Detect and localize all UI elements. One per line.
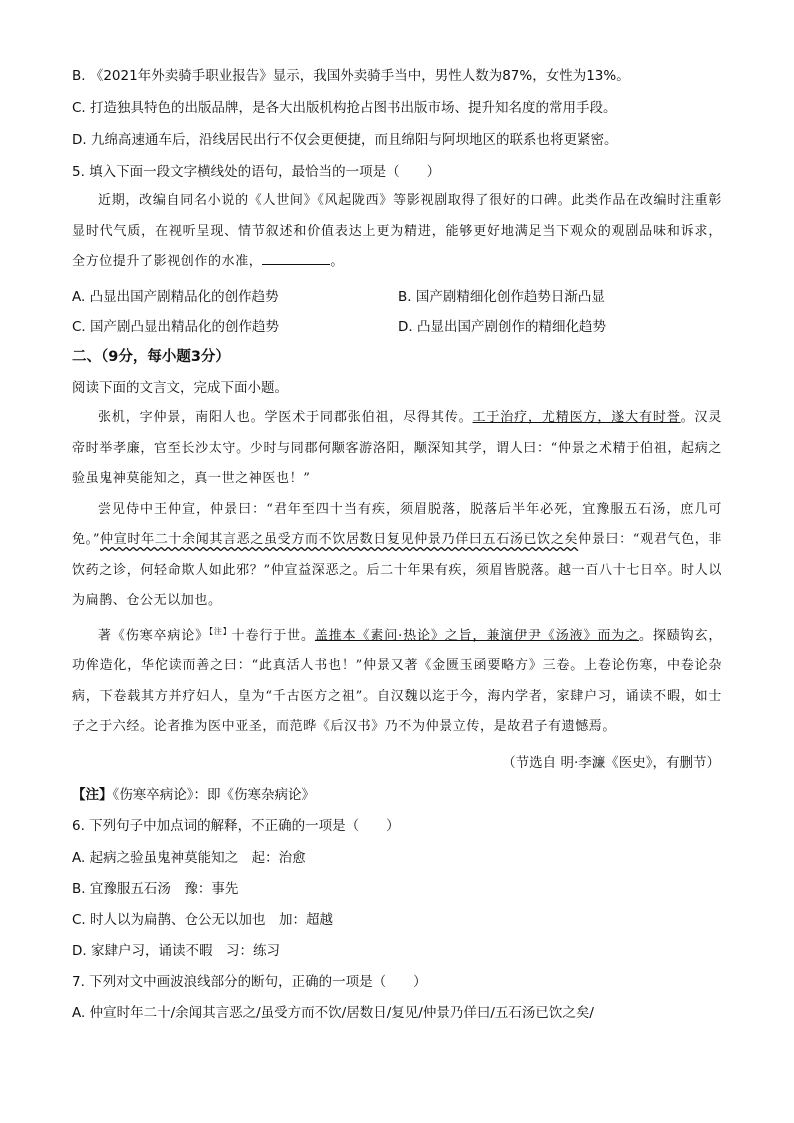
wavy-underlined-sentence: 仲宣时年二十余闻其言恶之虽受方而不饮居数日复见仲景乃佯曰五石汤已饮之矣 — [100, 532, 579, 547]
note-label: 【注】 — [72, 787, 113, 803]
q5-passage-text: 近期，改编自同名小说的《人世间》《风起陇西》等影视剧取得了很好的口碑。此类作品在改编时注重彰显时代气质，在视听呈现、情节叙述和价值表达上更为精进，能够更好地满足当下观众的观剧品味和诉求，全方位提升了影视创作的水准， — [72, 193, 722, 269]
question-5-stem: 5. 填入下面一段文字横线处的语句，最恰当的一项是（ ） — [72, 164, 441, 180]
note — [72, 785, 315, 805]
note-marker: 【注】 — [209, 626, 232, 636]
question-7-stem: 7. 下列对文中画波浪线部分的断句，正确的一项是（ ） — [72, 974, 427, 990]
q5-option-d: D. 凸显出国产剧创作的精细化趋势 — [398, 319, 606, 335]
q6-option-c: C. 时人以为扁鹊、仓公无以加也 加：超越 — [72, 912, 334, 928]
q6-option-a: A. 起病之验虽鬼神莫能知之 起：治愈 — [72, 850, 306, 866]
note-text: 《伤寒卒病论》：即《伤寒杂病论》 — [112, 787, 315, 803]
question-6-stem: 6. 下列句子中加点词的解释，不正确的一项是（ ） — [72, 818, 400, 834]
passage-paragraph-1: 张机，字仲景，南阳人也。学医术于同郡张伯祖，尽得其传。工于治疗，尤精医方，遂大有时誉。汉灵帝时举孝廉，官至长沙太守。少时与同郡何颙客游洛阳，颙深知其学，谓人曰：“仲景之术精于伯祖，起病之验虽鬼神莫能知之，真一世之神医也！” — [72, 410, 722, 486]
section-2-intro: 阅读下面的文言文，完成下面小题。 — [72, 380, 288, 396]
passage-source: （节选自 明·李濂《医史》，有删节） — [502, 755, 720, 771]
passage-paragraph-3: 著《伤寒卒病论》$^{【注】}$十卷行于世。盖推本《素问·热论》之旨，兼演伊尹《汤液》而为之。探赜钩玄，功侔造化，华佗读而善之曰：“此真活人书也！”仲景又著《金匮玉函要略方》三卷。上卷论伤寒，中卷论杂病，下卷载其方并疗妇人，皇为“千古医方之祖”。自汉魏以迄于今，海内学者，家肆户习，诵读不暇，如士子之于六经。论者推为医中亚圣，而范晔《后汉书》乃不为仲景立传，是故君子有遗憾焉。 — [72, 626, 722, 735]
option-c-prev: C. 打造独具特色的出版品牌，是各大出版机构抢占图书出版市场、提升知名度的常用手段。 — [72, 100, 617, 116]
classical-passage — [72, 403, 722, 743]
q5-passage-end: 。 — [330, 254, 345, 269]
option-d-prev: D. 九绵高速通车后，沿线居民出行不仅会更便捷，而且绵阳与阿坝地区的联系也将更紧密。 — [72, 132, 618, 148]
q7-option-a: A. 仲宣时年二十/余闻其言恶之/虽受方而不饮/居数日/复见/仲景乃佯曰/五石汤已饮之矣/ — [72, 1005, 594, 1021]
q6-option-d: D. 家肆户习，诵读不暇 习：练习 — [72, 943, 280, 959]
option-b-prev: B. 《2021年外卖骑手职业报告》显示，我国外卖骑手当中，男性人数为87%，女性为13%。 — [72, 68, 630, 84]
passage-paragraph-2: 尝见侍中王仲宣，仲景曰：“君年至四十当有疾，须眉脱落，脱落后半年必死，宜豫服五石汤，庶几可免。”仲宣时年二十余闻其言恶之虽受方而不饮居数日复见仲景乃佯曰五石汤已饮之矣仲景曰：“观君气色，非饮药之诊，何轻命欺人如此邪？”仲宣益深恶之。后二十年果有疾，须眉皆脱落。越一百八十七日卒。时人以为扁鹊、仓公无以加也。 — [72, 501, 722, 608]
q5-option-c: C. 国产剧凸显出精品化的创作趋势 — [72, 319, 280, 335]
underlined-sentence-2: 盖推本《素问·热论》之旨，兼演伊尹《汤液》而为之 — [314, 627, 639, 643]
q5-option-a: A. 凸显出国产剧精品化的创作趋势 — [72, 289, 279, 305]
underlined-sentence-1: 工于治疗，尤精医方，遂大有时誉 — [472, 410, 681, 425]
q6-option-b: B. 宜豫服五石汤 豫：事先 — [72, 881, 239, 897]
fill-blank — [262, 250, 330, 265]
q5-option-b: B. 国产剧精细化创作趋势日渐凸显 — [398, 289, 605, 305]
section-2-heading: 二、（9分，每小题3分） — [72, 349, 230, 365]
question-5-passage — [72, 186, 722, 278]
